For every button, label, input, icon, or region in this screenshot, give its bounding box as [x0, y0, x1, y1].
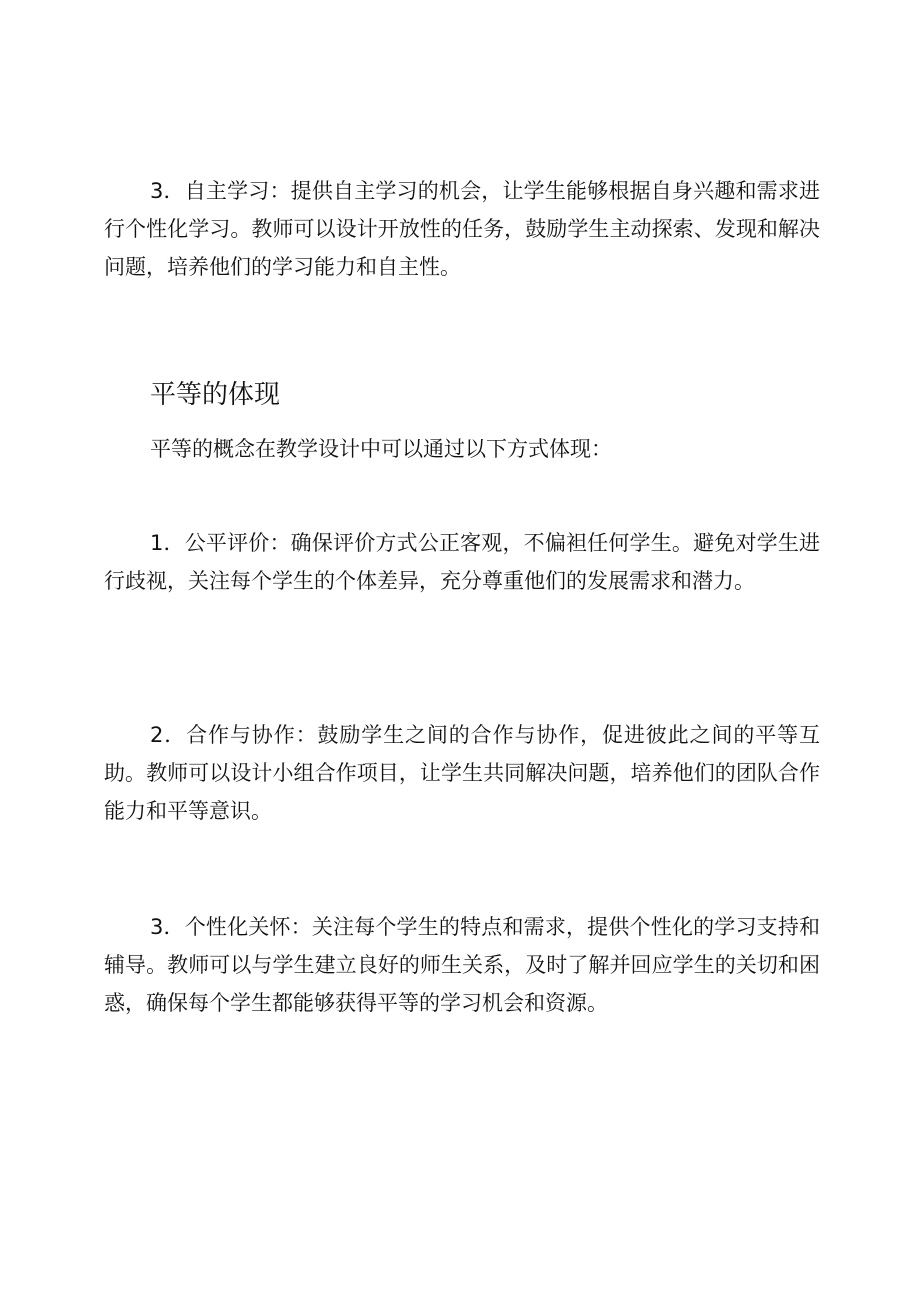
paragraph-cooperation	[104, 716, 820, 830]
item-number: 3	[150, 915, 164, 939]
paragraph-personalized-care	[104, 908, 820, 1022]
paragraph-fair-evaluation	[104, 524, 820, 600]
item-text: ．合作与协作：鼓励学生之间的合作与协作，促进彼此之间的平等互助。教师可以设计小组合作项目，让学生共同解决问题，培养他们的团队合作能力和平等意识。	[104, 723, 820, 823]
item-number: 1	[150, 531, 164, 555]
section-heading: 平等的体现	[150, 380, 281, 410]
item-number: 3	[150, 179, 164, 203]
item-number: 2	[150, 723, 164, 747]
item-text: ．公平评价：确保评价方式公正客观，不偏袒任何学生。避免对学生进行歧视，关注每个学生的个体差异，充分尊重他们的发展需求和潜力。	[104, 531, 820, 593]
paragraph-autonomous-learning	[104, 172, 820, 286]
section-intro: 平等的概念在教学设计中可以通过以下方式体现：	[150, 437, 612, 461]
item-text: ．个性化关怀：关注每个学生的特点和需求，提供个性化的学习支持和辅导。教师可以与学生建立良好的师生关系，及时了解并回应学生的关切和困惑，确保每个学生都能够获得平等的学习机会和资源。	[104, 915, 820, 1015]
item-text: ．自主学习：提供自主学习的机会，让学生能够根据自身兴趣和需求进行个性化学习。教师可以设计开放性的任务，鼓励学生主动探索、发现和解决问题，培养他们的学习能力和自主性。	[104, 179, 820, 279]
